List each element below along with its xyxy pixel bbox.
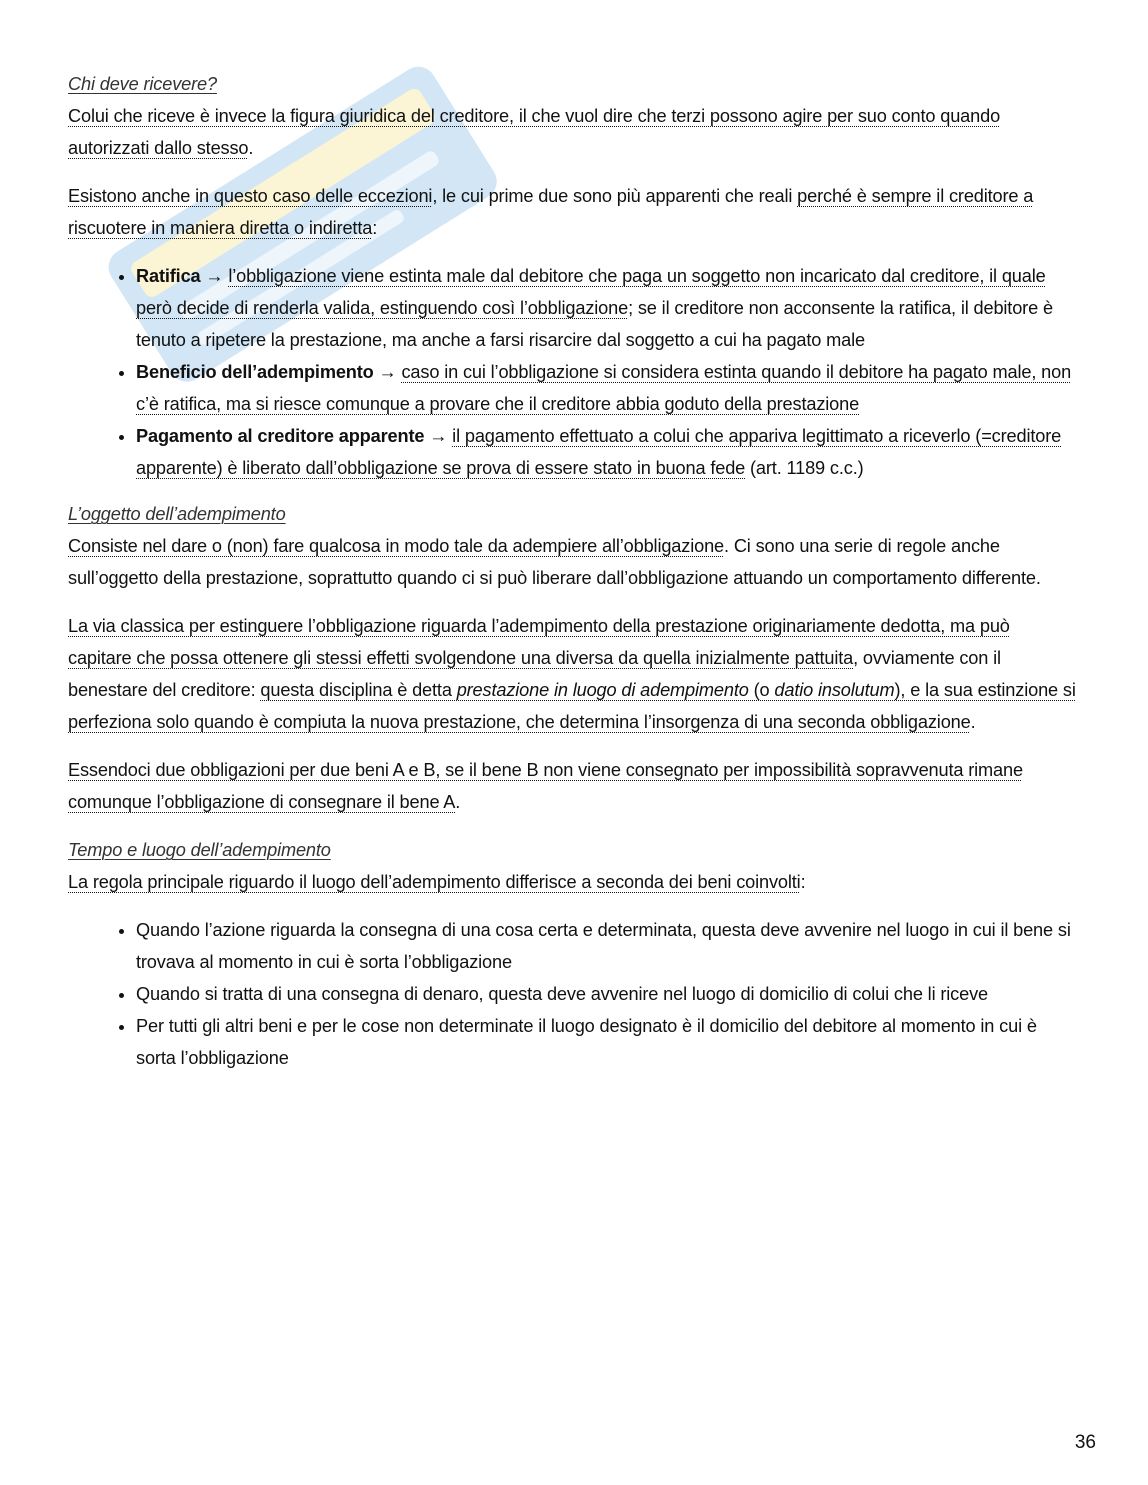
text-run: Essendoci due obbligazioni per due beni A e B, se il bene B non viene consegnato per impossibilità sopravvenuta rimane comunque l’obbligazione di consegnare il bene A (68, 760, 1023, 812)
bullet-list (68, 914, 1078, 1074)
term-label: Ratifica (136, 266, 201, 286)
paragraph (68, 610, 1078, 738)
text-run: . (970, 712, 976, 732)
text-run: → (200, 266, 229, 286)
text-run: . Ci sono una serie di regole anche sull’oggetto della prestazione, soprattutto quando ci si può liberare dall’obbligazione attuando un comportamento differente. (68, 536, 1041, 588)
text-run: Esistono anche in questo caso delle eccezioni (68, 186, 433, 206)
paragraph (68, 100, 1078, 164)
text-run: (art. 1189 c.c.) (745, 458, 864, 478)
paragraph (68, 180, 1078, 244)
paragraph (68, 866, 1078, 898)
document-body (68, 68, 1078, 1088)
page-number: 36 (1074, 1432, 1096, 1453)
list-item (136, 914, 1078, 978)
text-run: . (248, 138, 254, 158)
text-run: datio insolutum (774, 680, 895, 700)
text-run: Quando l’azione riguarda la consegna di una cosa certa e determinata, questa deve avvenire nel luogo in cui il bene si trovava al momento in cui è sorta l’obbligazione (136, 920, 1071, 972)
text-run: : (372, 218, 378, 238)
list-item (136, 420, 1078, 484)
text-run: ; se il creditore non acconsente la ratifica, il debitore è tenuto a ripetere la prestazione, ma anche a farsi risarcire dal soggetto a cui ha pagato male (136, 298, 1053, 350)
text-run: caso in cui l’obbligazione si considera estinta quando il debitore ha pagato male, non c’è ratifica, ma si riesce comunque a provare che il creditore abbia goduto della prestazione (136, 362, 1072, 414)
section-heading: Chi deve ricevere? (68, 74, 217, 94)
paragraph (68, 754, 1078, 818)
term-label: Beneficio dell’adempimento (136, 362, 374, 382)
text-run: . (455, 792, 461, 812)
text-run: l’obbligazione viene estinta male dal debitore che paga un soggetto non incaricato dal creditore, il quale però decide di renderla valida, estinguendo così l’obbligazione (136, 266, 1046, 318)
term-label: Pagamento al creditore apparente (136, 426, 425, 446)
text-run: : (800, 872, 806, 892)
text-run: La via classica per estinguere l’obbligazione riguarda l’adempimento della prestazione originariamente dedotta, ma può capitare che possa ottenere gli stessi effetti svolgendone una diversa da quella inizialmente pattuita (68, 616, 1010, 668)
text-run: ), e la sua estinzione si perfeziona solo quando è compiuta la nuova prestazione, che determina l’insorgenza di una seconda obbligazione (68, 680, 1076, 732)
text-run: → (373, 362, 402, 382)
text-run: , ovviamente con il benestare del creditore: (68, 648, 1001, 700)
text-run: Colui che riceve è invece la figura giuridica del creditore, il che vuol dire che terzi possono agire per suo conto quando autorizzati dallo stesso (68, 106, 1001, 158)
text-run: Consiste nel dare o (non) fare qualcosa in modo tale da adempiere all’obbligazione (68, 536, 725, 556)
section-heading: Tempo e luogo dell’adempimento (68, 840, 331, 860)
text-run: La regola principale riguardo il luogo dell’adempimento differisce a seconda dei beni coinvolti (68, 872, 801, 892)
list-item (136, 1010, 1078, 1074)
text-run: questa disciplina è detta (260, 680, 457, 700)
list-item (136, 978, 1078, 1010)
list-item (136, 356, 1078, 420)
bullet-list (68, 260, 1078, 484)
paragraph (68, 530, 1078, 594)
text-run: il pagamento effettuato a colui che appariva legittimato a riceverlo (=creditore apparente) è liberato dall’obbligazione se prova di essere stato in buona fede (136, 426, 1062, 478)
text-run: prestazione in luogo di adempimento (456, 680, 749, 700)
text-run: , le cui prime due sono più apparenti che reali (432, 186, 798, 206)
text-run: Per tutti gli altri beni e per le cose non determinate il luogo designato è il domicilio del debitore al momento in cui è sorta l’obbligazione (136, 1016, 1037, 1068)
text-run: Quando si tratta di una consegna di denaro, questa deve avvenire nel luogo di domicilio di colui che li riceve (136, 984, 988, 1004)
text-run: → (424, 426, 453, 446)
section-heading: L’oggetto dell’adempimento (68, 504, 286, 524)
list-item (136, 260, 1078, 356)
text-run: (o (748, 680, 775, 700)
text-run: perché è sempre il creditore a riscuotere in maniera diretta o indiretta (68, 186, 1034, 238)
